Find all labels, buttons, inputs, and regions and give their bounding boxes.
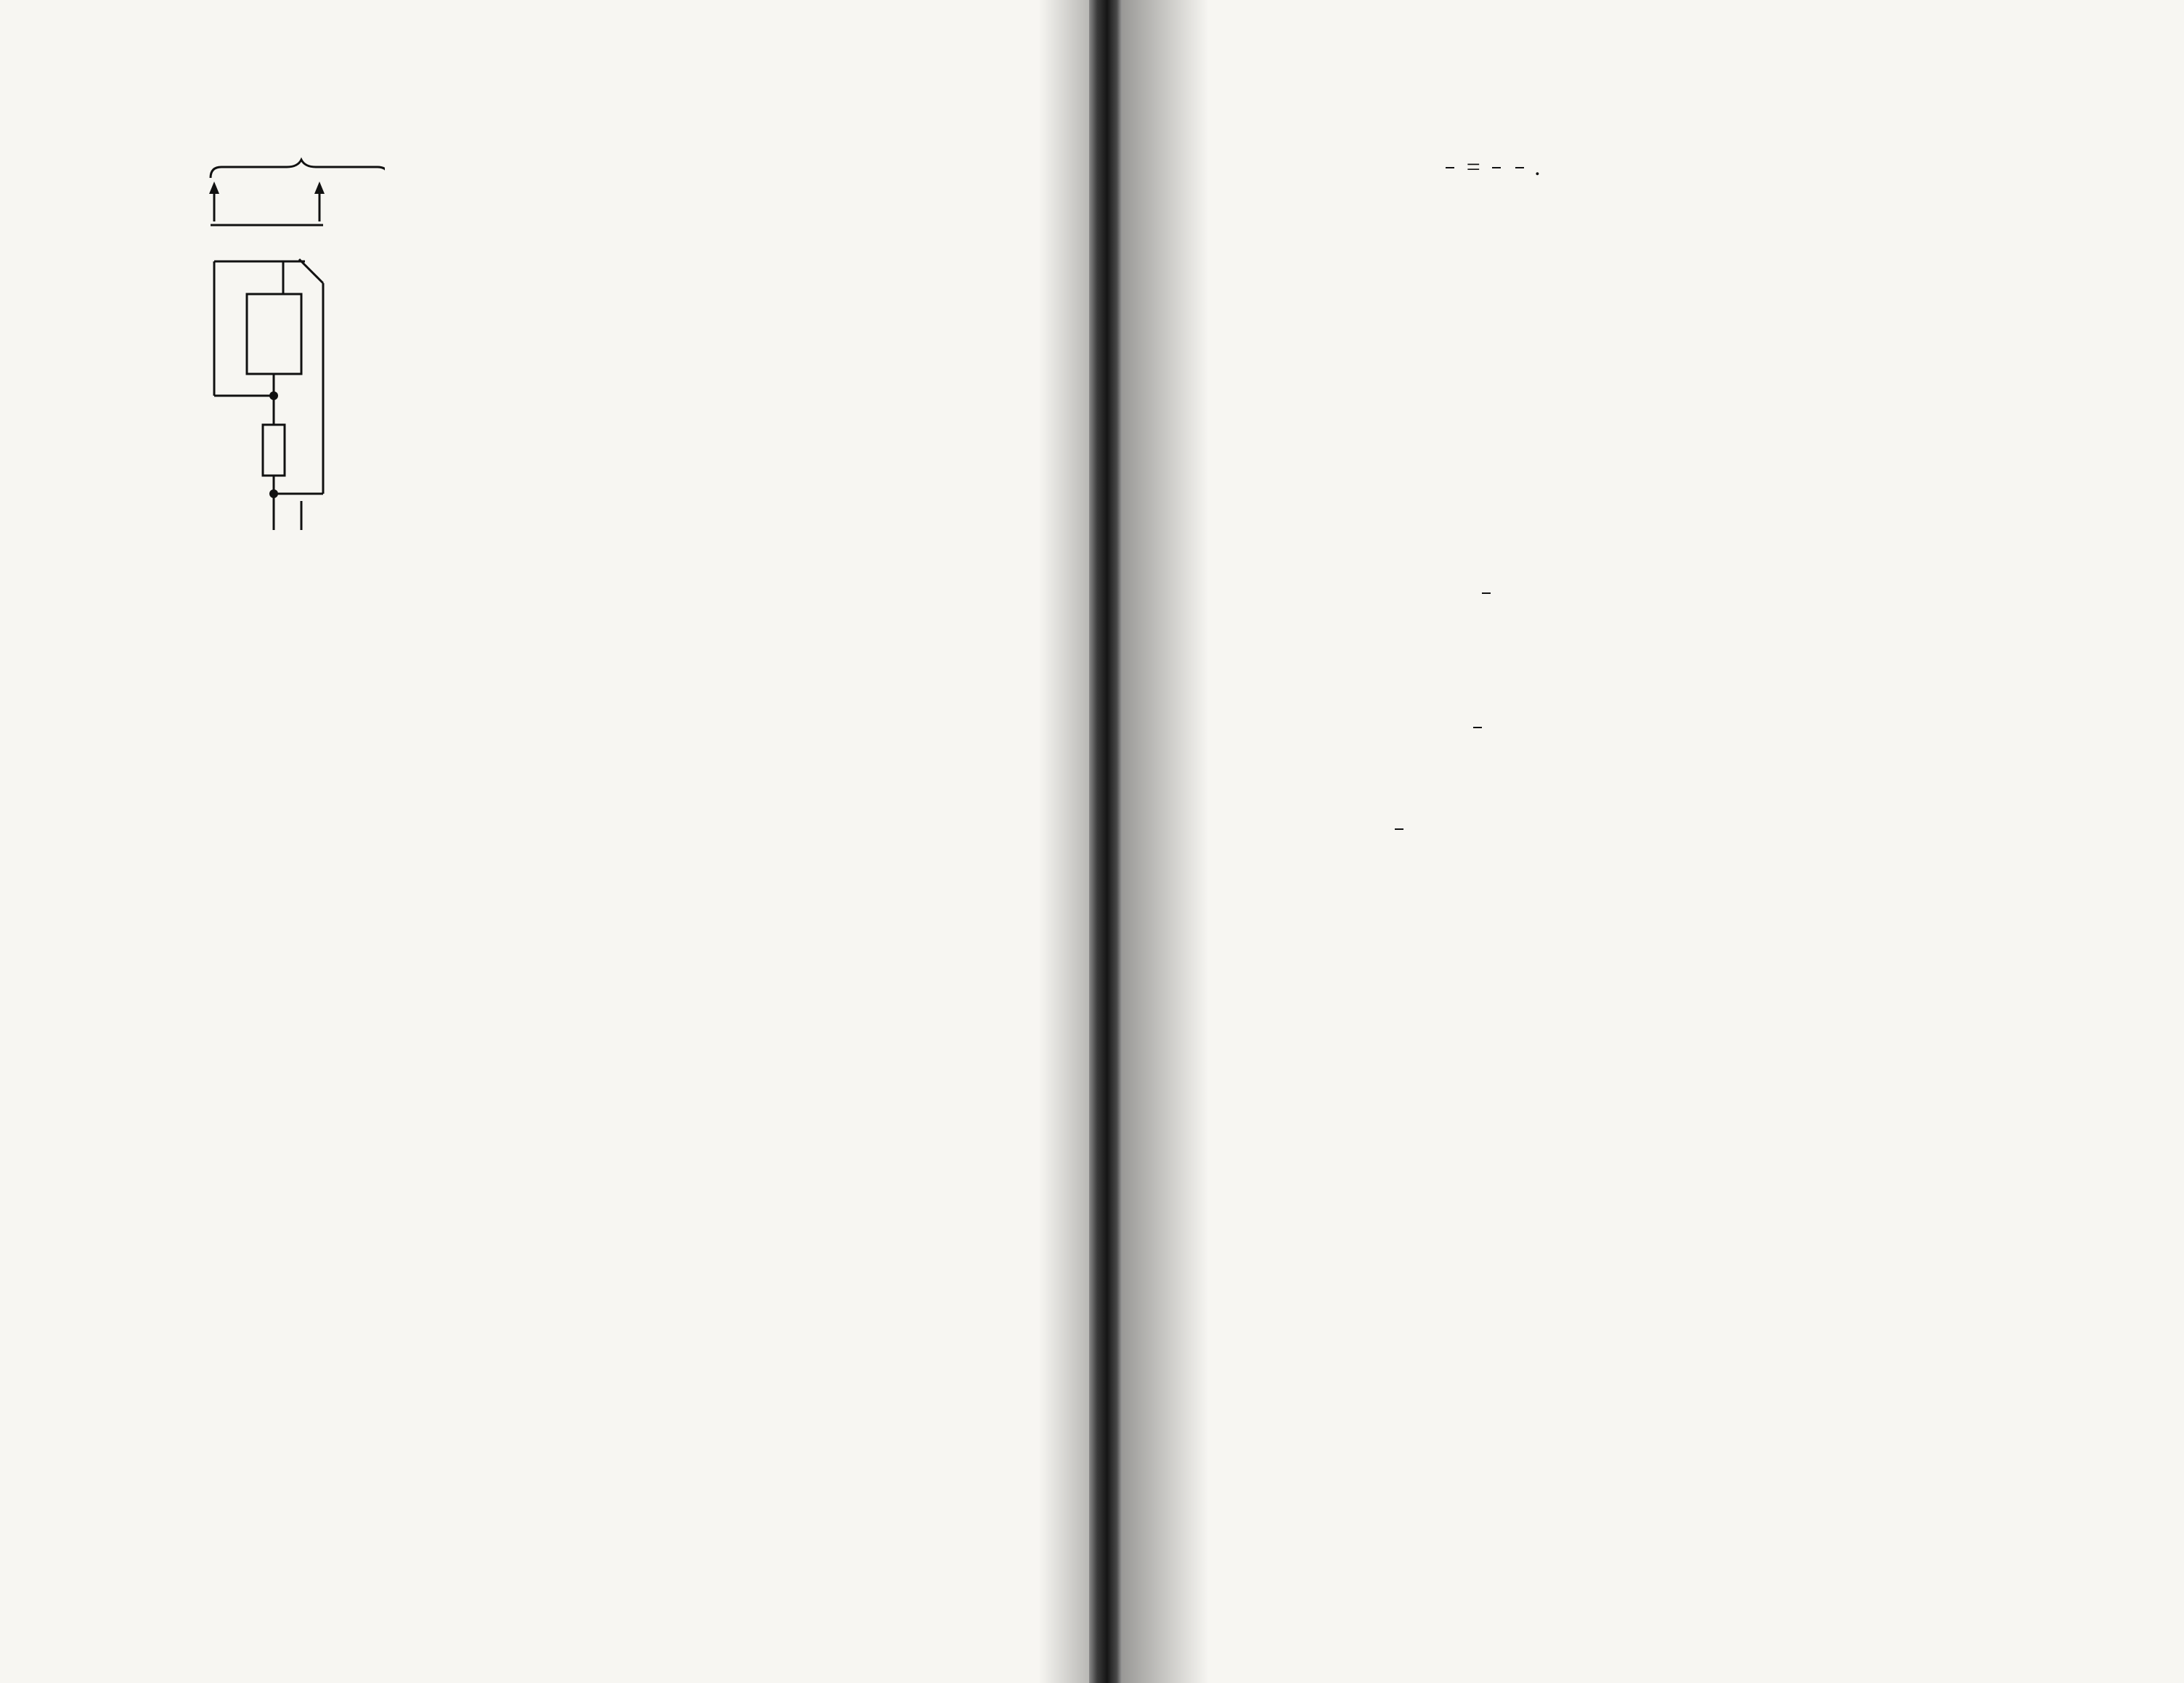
equation-kv bbox=[1478, 574, 1495, 611]
eq-kv-num bbox=[1482, 592, 1491, 594]
eq-kv-frac bbox=[1482, 592, 1491, 594]
eq9-frac2 bbox=[1515, 167, 1524, 168]
equation-rd-numeric bbox=[1390, 810, 1408, 847]
equation-9: = . bbox=[1441, 149, 1541, 185]
eq-rdn-frac bbox=[1395, 828, 1403, 830]
eq9-frac1 bbox=[1492, 167, 1501, 168]
page-shadow bbox=[1038, 0, 1089, 1683]
eq9-frac1-num bbox=[1492, 167, 1501, 168]
equation-rd bbox=[1469, 708, 1486, 745]
eq-rd-num bbox=[1473, 727, 1482, 728]
eq9-frac2-num bbox=[1515, 167, 1524, 168]
relay-circuit-diagram bbox=[174, 105, 385, 548]
eq9-lhs bbox=[1446, 167, 1454, 168]
eq-rdn-num bbox=[1395, 828, 1403, 830]
eq9-lhs-num bbox=[1446, 167, 1454, 168]
page-shadow bbox=[1122, 0, 1209, 1683]
book-gutter bbox=[1089, 0, 1122, 1683]
left-page bbox=[0, 0, 1089, 1683]
eq-rd-frac bbox=[1473, 727, 1482, 728]
right-page bbox=[1122, 0, 2184, 1683]
